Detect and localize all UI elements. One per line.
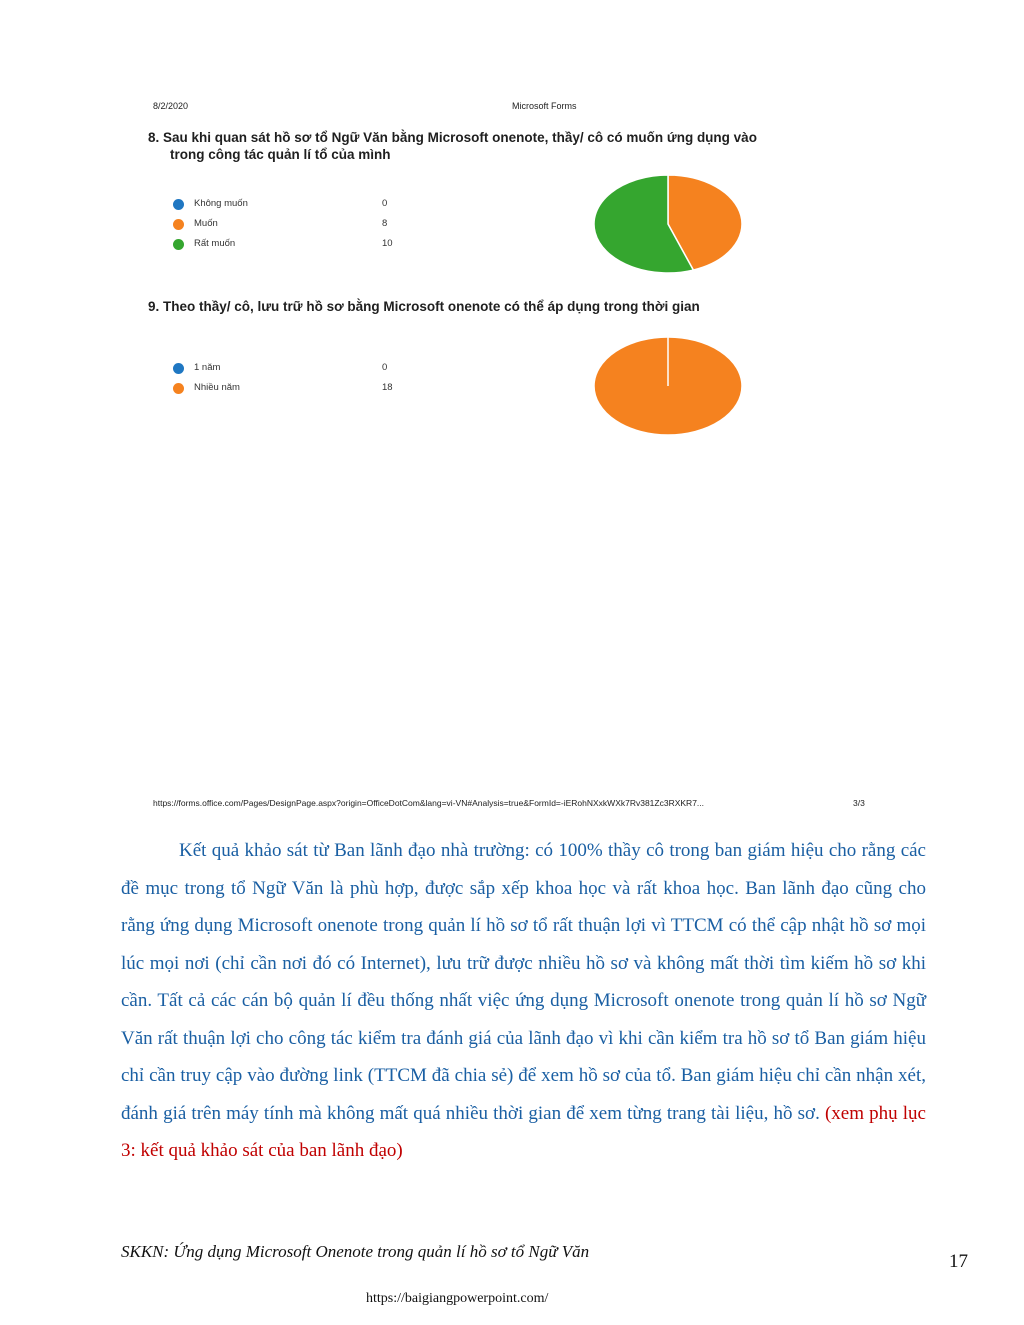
- screenshot-app-title: Microsoft Forms: [512, 101, 577, 111]
- legend-dot-icon: [173, 363, 184, 374]
- screenshot-footer-url: https://forms.office.com/Pages/DesignPage.aspx?origin=OfficeDotCom&lang=vi-VN#Analysis=true&FormId=-iERohNXxkWXk7Rv381Zc3RXKR7...: [153, 798, 705, 808]
- legend-label: 1 năm: [194, 362, 221, 373]
- question-8-title-line1: 8. Sau khi quan sát hồ sơ tổ Ngữ Văn bằng Microsoft onenote, thầy/ cô có muốn ứng dụng vào: [148, 130, 757, 145]
- legend-count: 10: [382, 238, 393, 249]
- legend-count: 0: [382, 362, 388, 373]
- screenshot-date: 8/2/2020: [153, 101, 189, 111]
- legend-label: Nhiều năm: [194, 382, 240, 393]
- legend-label: Rất muốn: [194, 238, 236, 249]
- legend-dot-icon: [173, 239, 184, 250]
- legend-dot-icon: [173, 199, 184, 210]
- appendix-reference: (xem phụ lục 3: kết quả khảo sát của ban lãnh đạo): [121, 1102, 926, 1161]
- question-9-title: 9. Theo thầy/ cô, lưu trữ hồ sơ bằng Microsoft onenote có thể áp dụng trong thời gian: [148, 299, 700, 314]
- legend-count: 0: [382, 198, 388, 209]
- legend-dot-icon: [173, 219, 184, 230]
- question-8-pie-chart: [590, 172, 746, 276]
- legend-label: Không muốn: [194, 198, 248, 209]
- site-url: https://baigiangpowerpoint.com/: [366, 1291, 549, 1306]
- question-8-legend: [173, 197, 413, 257]
- legend-label: Muốn: [194, 218, 218, 229]
- page-number: 17: [949, 1251, 968, 1272]
- legend-dot-icon: [173, 383, 184, 394]
- question-9-pie-chart: [590, 334, 746, 438]
- body-paragraph: [121, 832, 926, 1170]
- question-8-title: [148, 129, 757, 163]
- legend-count: 8: [382, 218, 388, 229]
- question-9-legend: [173, 361, 413, 401]
- question-8-title-line2: trong công tác quản lí tổ của mình: [170, 147, 391, 162]
- body-paragraph-text: Kết quả khảo sát từ Ban lãnh đạo nhà trường: có 100% thầy cô trong ban giám hiệu cho rằng các đề mục trong tổ Ngữ Văn là phù hợp, được sắp xếp khoa học và rất khoa học. Ban lãnh đạo cũng cho rằng ứng dụng Microsoft onenote trong quản lí hồ sơ tổ rất thuận lợi vì TTCM có thể cập nhật hồ sơ mọi lúc mọi nơi (chỉ cần nơi đó có Internet), lưu trữ được nhiều hồ sơ và không mất thời tìm kiếm hồ sơ khi cần. Tất cả các cán bộ quản lí đều thống nhất việc ứng dụng Microsoft onenote trong quản lí hồ sơ Ngữ Văn rất thuận lợi cho công tác kiểm tra đánh giá của lãnh đạo vì khi cần kiểm tra hồ sơ tổ Ban giám hiệu chỉ cần truy cập vào đường link (TTCM đã chia sẻ) để xem hồ sơ của tổ. Ban giám hiệu chỉ cần nhận xét, đánh giá trên máy tính mà không mất quá nhiều thời gian để xem từng trang tài liệu, hồ sơ.: [121, 840, 926, 1124]
- screenshot-page-indicator: 3/3: [853, 798, 865, 808]
- document-footer-title: SKKN: Ứng dụng Microsoft Onenote trong quản lí hồ sơ tổ Ngữ Văn: [121, 1242, 590, 1261]
- legend-count: 18: [382, 382, 393, 393]
